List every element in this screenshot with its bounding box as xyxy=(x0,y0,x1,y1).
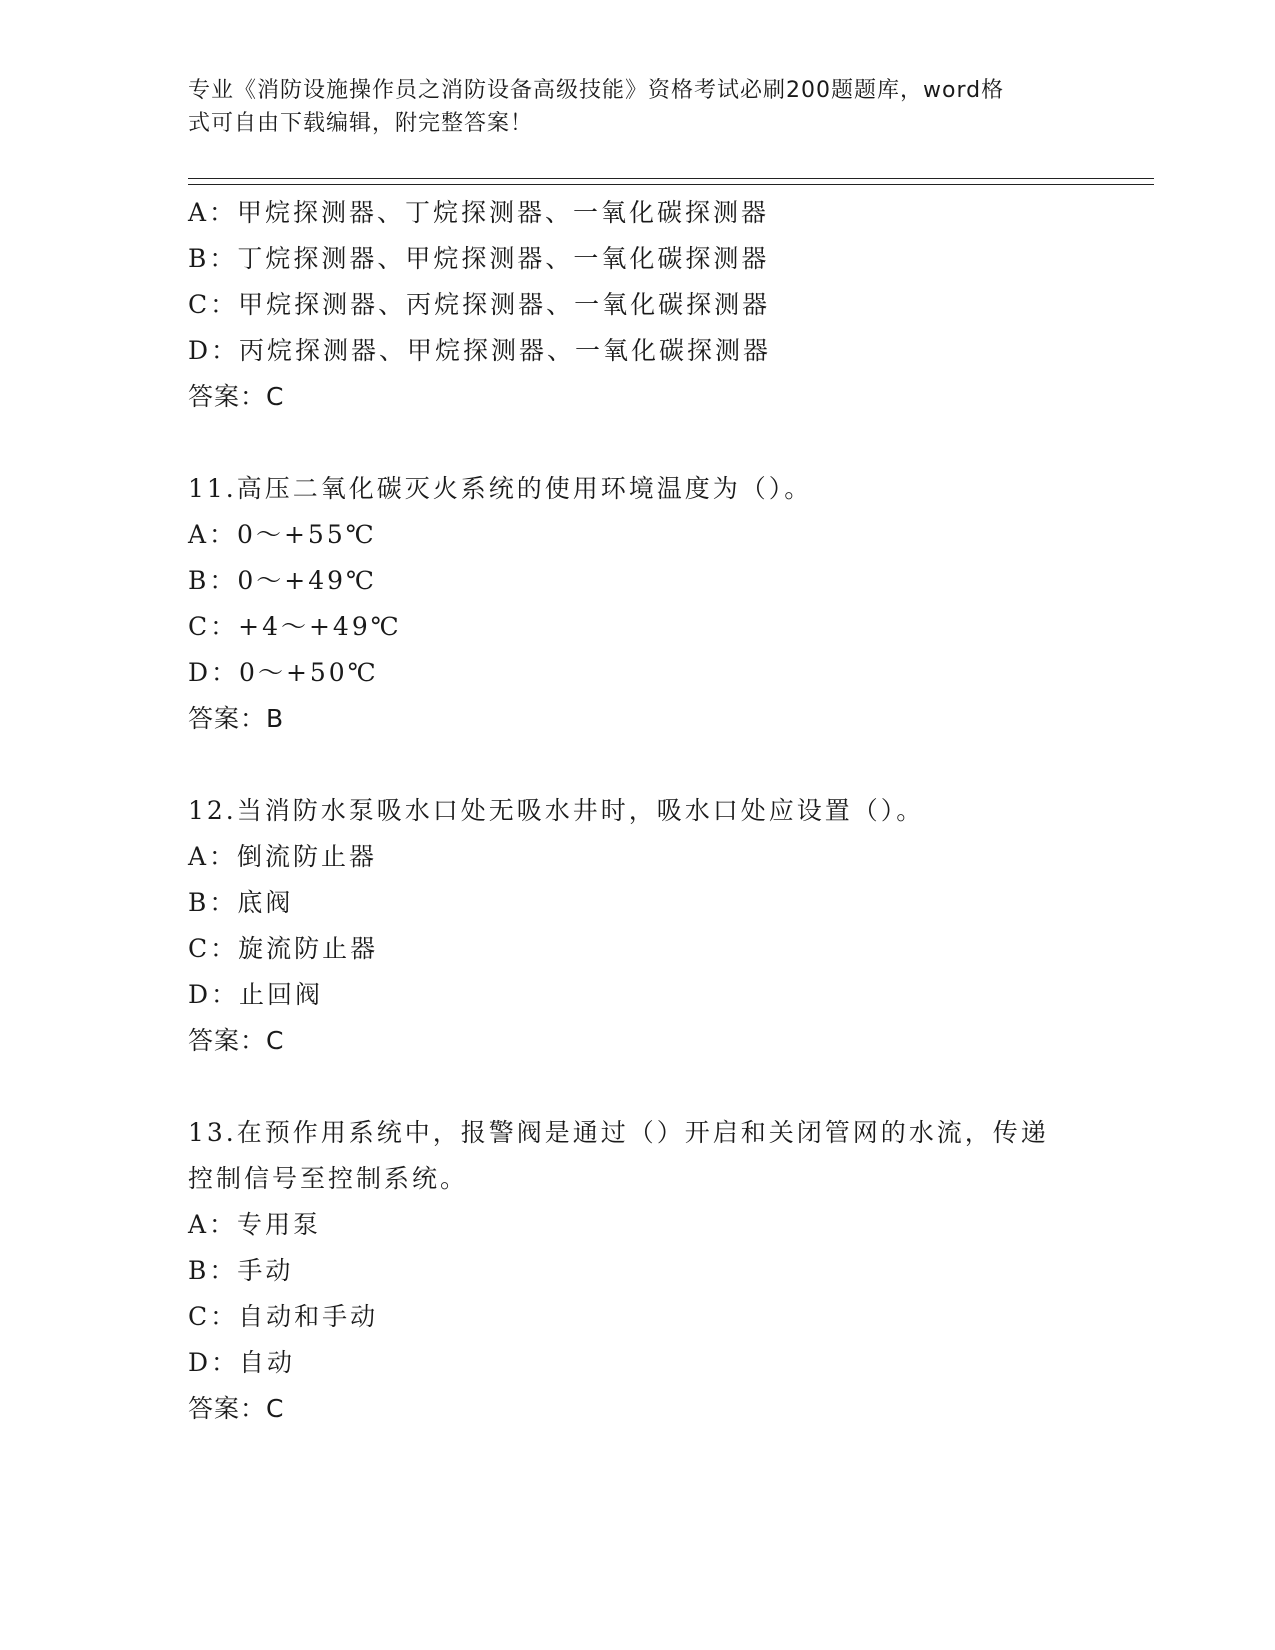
option-d: D：止回阀 xyxy=(188,980,324,1009)
option-a: A：甲烷探测器、丁烷探测器、一氧化碳探测器 xyxy=(188,198,770,227)
question-13 xyxy=(188,1110,1088,1432)
question-text: 11.高压二氧化碳灭火系统的使用环境温度为（）。 xyxy=(188,474,813,503)
answer: 答案：C xyxy=(188,382,285,411)
document-header xyxy=(188,74,1068,140)
option-b: B：手动 xyxy=(188,1256,294,1285)
question-12 xyxy=(188,788,1088,1064)
header-line-1: 专业《消防设施操作员之消防设备高级技能》资格考试必刷200题题库，word格 xyxy=(188,78,1005,103)
option-c: C：+4～+49℃ xyxy=(188,612,402,641)
option-c: C：甲烷探测器、丙烷探测器、一氧化碳探测器 xyxy=(188,290,771,319)
question-text: 12.当消防水泵吸水口处无吸水井时，吸水口处应设置（）。 xyxy=(188,796,925,825)
header-line-2: 式可自由下载编辑，附完整答案！ xyxy=(188,111,534,136)
spacer xyxy=(188,1064,1088,1110)
option-d: D：丙烷探测器、甲烷探测器、一氧化碳探测器 xyxy=(188,336,772,365)
answer: 答案：B xyxy=(188,704,285,733)
option-d: D：0～+50℃ xyxy=(188,658,379,687)
option-b: B：丁烷探测器、甲烷探测器、一氧化碳探测器 xyxy=(188,244,770,273)
question-list xyxy=(188,190,1088,1432)
option-d: D：自动 xyxy=(188,1348,296,1377)
option-c: C：旋流防止器 xyxy=(188,934,379,963)
option-a: A：0～+55℃ xyxy=(188,520,377,549)
spacer xyxy=(188,420,1088,466)
option-b: B：0～+49℃ xyxy=(188,566,378,595)
option-a: A：专用泵 xyxy=(188,1210,322,1239)
header-rule-top xyxy=(188,178,1154,179)
question-11 xyxy=(188,466,1088,742)
option-c: C：自动和手动 xyxy=(188,1302,379,1331)
answer: 答案：C xyxy=(188,1394,285,1423)
question-10 xyxy=(188,190,1088,420)
question-text-line-2: 控制信号至控制系统。 xyxy=(188,1164,469,1193)
header-rule-bottom xyxy=(188,184,1154,185)
spacer xyxy=(188,742,1088,788)
option-b: B：底阀 xyxy=(188,888,294,917)
question-text-line-1: 13.在预作用系统中，报警阀是通过（）开启和关闭管网的水流，传递 xyxy=(188,1118,1049,1147)
answer: 答案：C xyxy=(188,1026,285,1055)
option-a: A：倒流防止器 xyxy=(188,842,378,871)
